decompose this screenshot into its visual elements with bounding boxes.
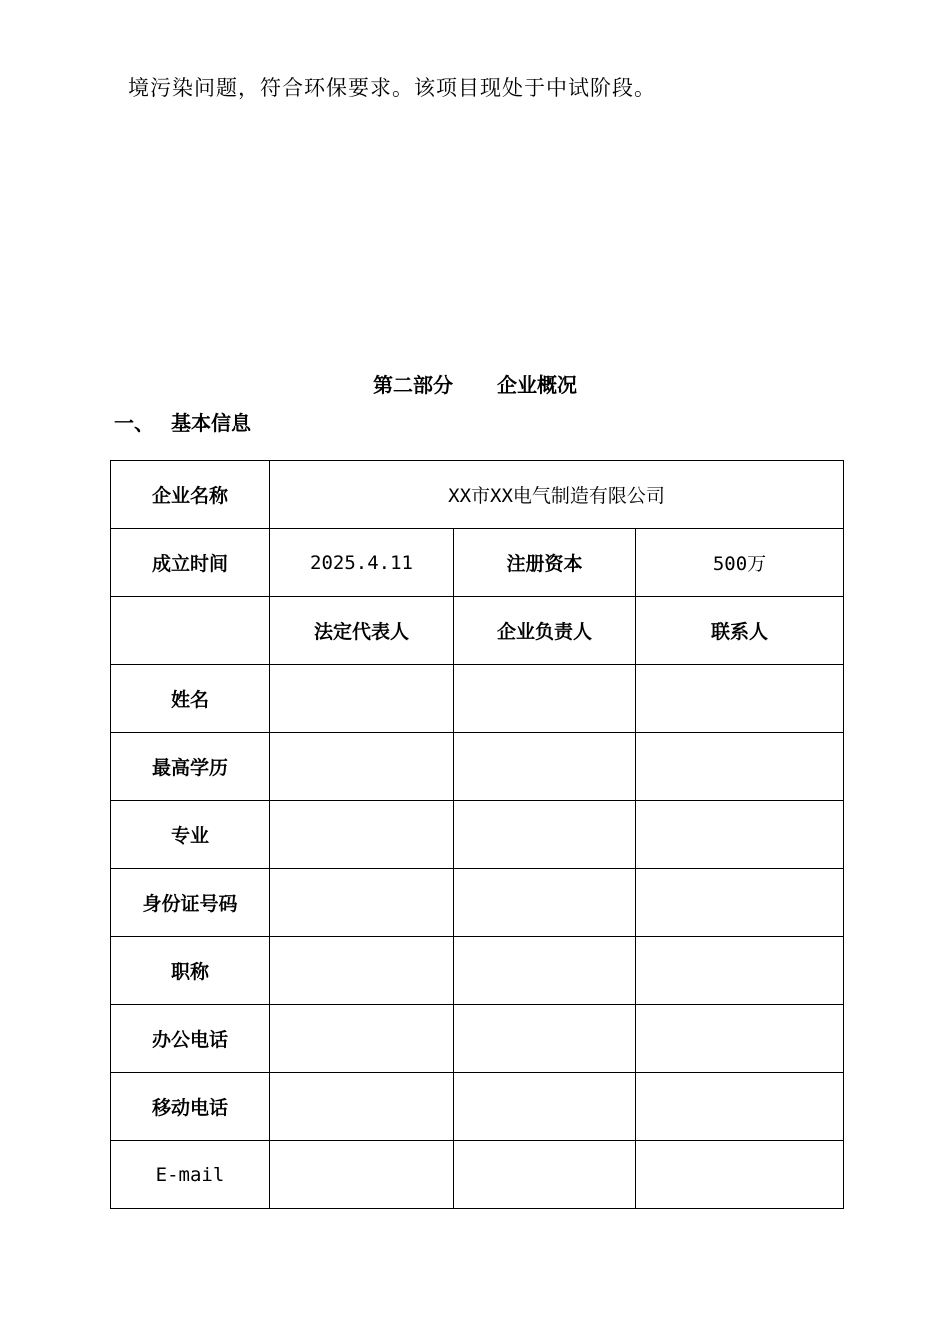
table-cell [270,1005,454,1073]
row-label-id-number: 身份证号码 [111,869,270,937]
table-cell [636,665,844,733]
table-row [111,1141,844,1209]
row-label-major: 专业 [111,801,270,869]
table-row [111,937,844,1005]
table-cell [636,869,844,937]
row-label-name: 姓名 [111,665,270,733]
table-cell [636,937,844,1005]
table-row [111,597,844,665]
part-title [0,370,950,400]
table-row [111,801,844,869]
established-label: 成立时间 [111,529,270,597]
table-cell [270,937,454,1005]
table-row [111,733,844,801]
table-cell [454,1141,636,1209]
col-header-contact: 联系人 [636,597,844,665]
table-row [111,869,844,937]
table-row [111,529,844,597]
col-header-manager: 企业负责人 [454,597,636,665]
header-corner-cell [111,597,270,665]
table-row [111,1073,844,1141]
part-label: 第二部分 [373,373,453,397]
established-value: 2025.4.11 [270,529,454,597]
row-label-title: 职称 [111,937,270,1005]
table-cell [454,869,636,937]
table-cell [454,1073,636,1141]
capital-label: 注册资本 [454,529,636,597]
row-label-email: E-mail [111,1141,270,1209]
table-cell [270,869,454,937]
table-row [111,1005,844,1073]
table-cell [454,1005,636,1073]
part-name: 企业概况 [497,373,577,397]
table-cell [270,1073,454,1141]
intro-paragraph: 境污染问题，符合环保要求。该项目现处于中试阶段。 [128,76,656,100]
row-label-mobile-phone: 移动电话 [111,1073,270,1141]
basic-info-table [110,460,844,1209]
table-cell [636,733,844,801]
table-cell [270,801,454,869]
table-cell [270,1141,454,1209]
table-cell [636,801,844,869]
company-name-value: XX市XX电气制造有限公司 [270,461,844,529]
section-title: 基本信息 [171,411,251,435]
table-row [111,665,844,733]
section-number: 一、 [114,411,154,435]
table-cell [454,937,636,1005]
table-cell [636,1073,844,1141]
col-header-legal-rep: 法定代表人 [270,597,454,665]
table-cell [636,1141,844,1209]
table-cell [270,733,454,801]
company-name-label: 企业名称 [111,461,270,529]
row-label-education: 最高学历 [111,733,270,801]
table-cell [454,801,636,869]
section-heading [114,408,251,438]
capital-value: 500万 [636,529,844,597]
table-cell [454,733,636,801]
row-label-office-phone: 办公电话 [111,1005,270,1073]
table-row [111,461,844,529]
table-cell [636,1005,844,1073]
table-cell [454,665,636,733]
table-cell [270,665,454,733]
